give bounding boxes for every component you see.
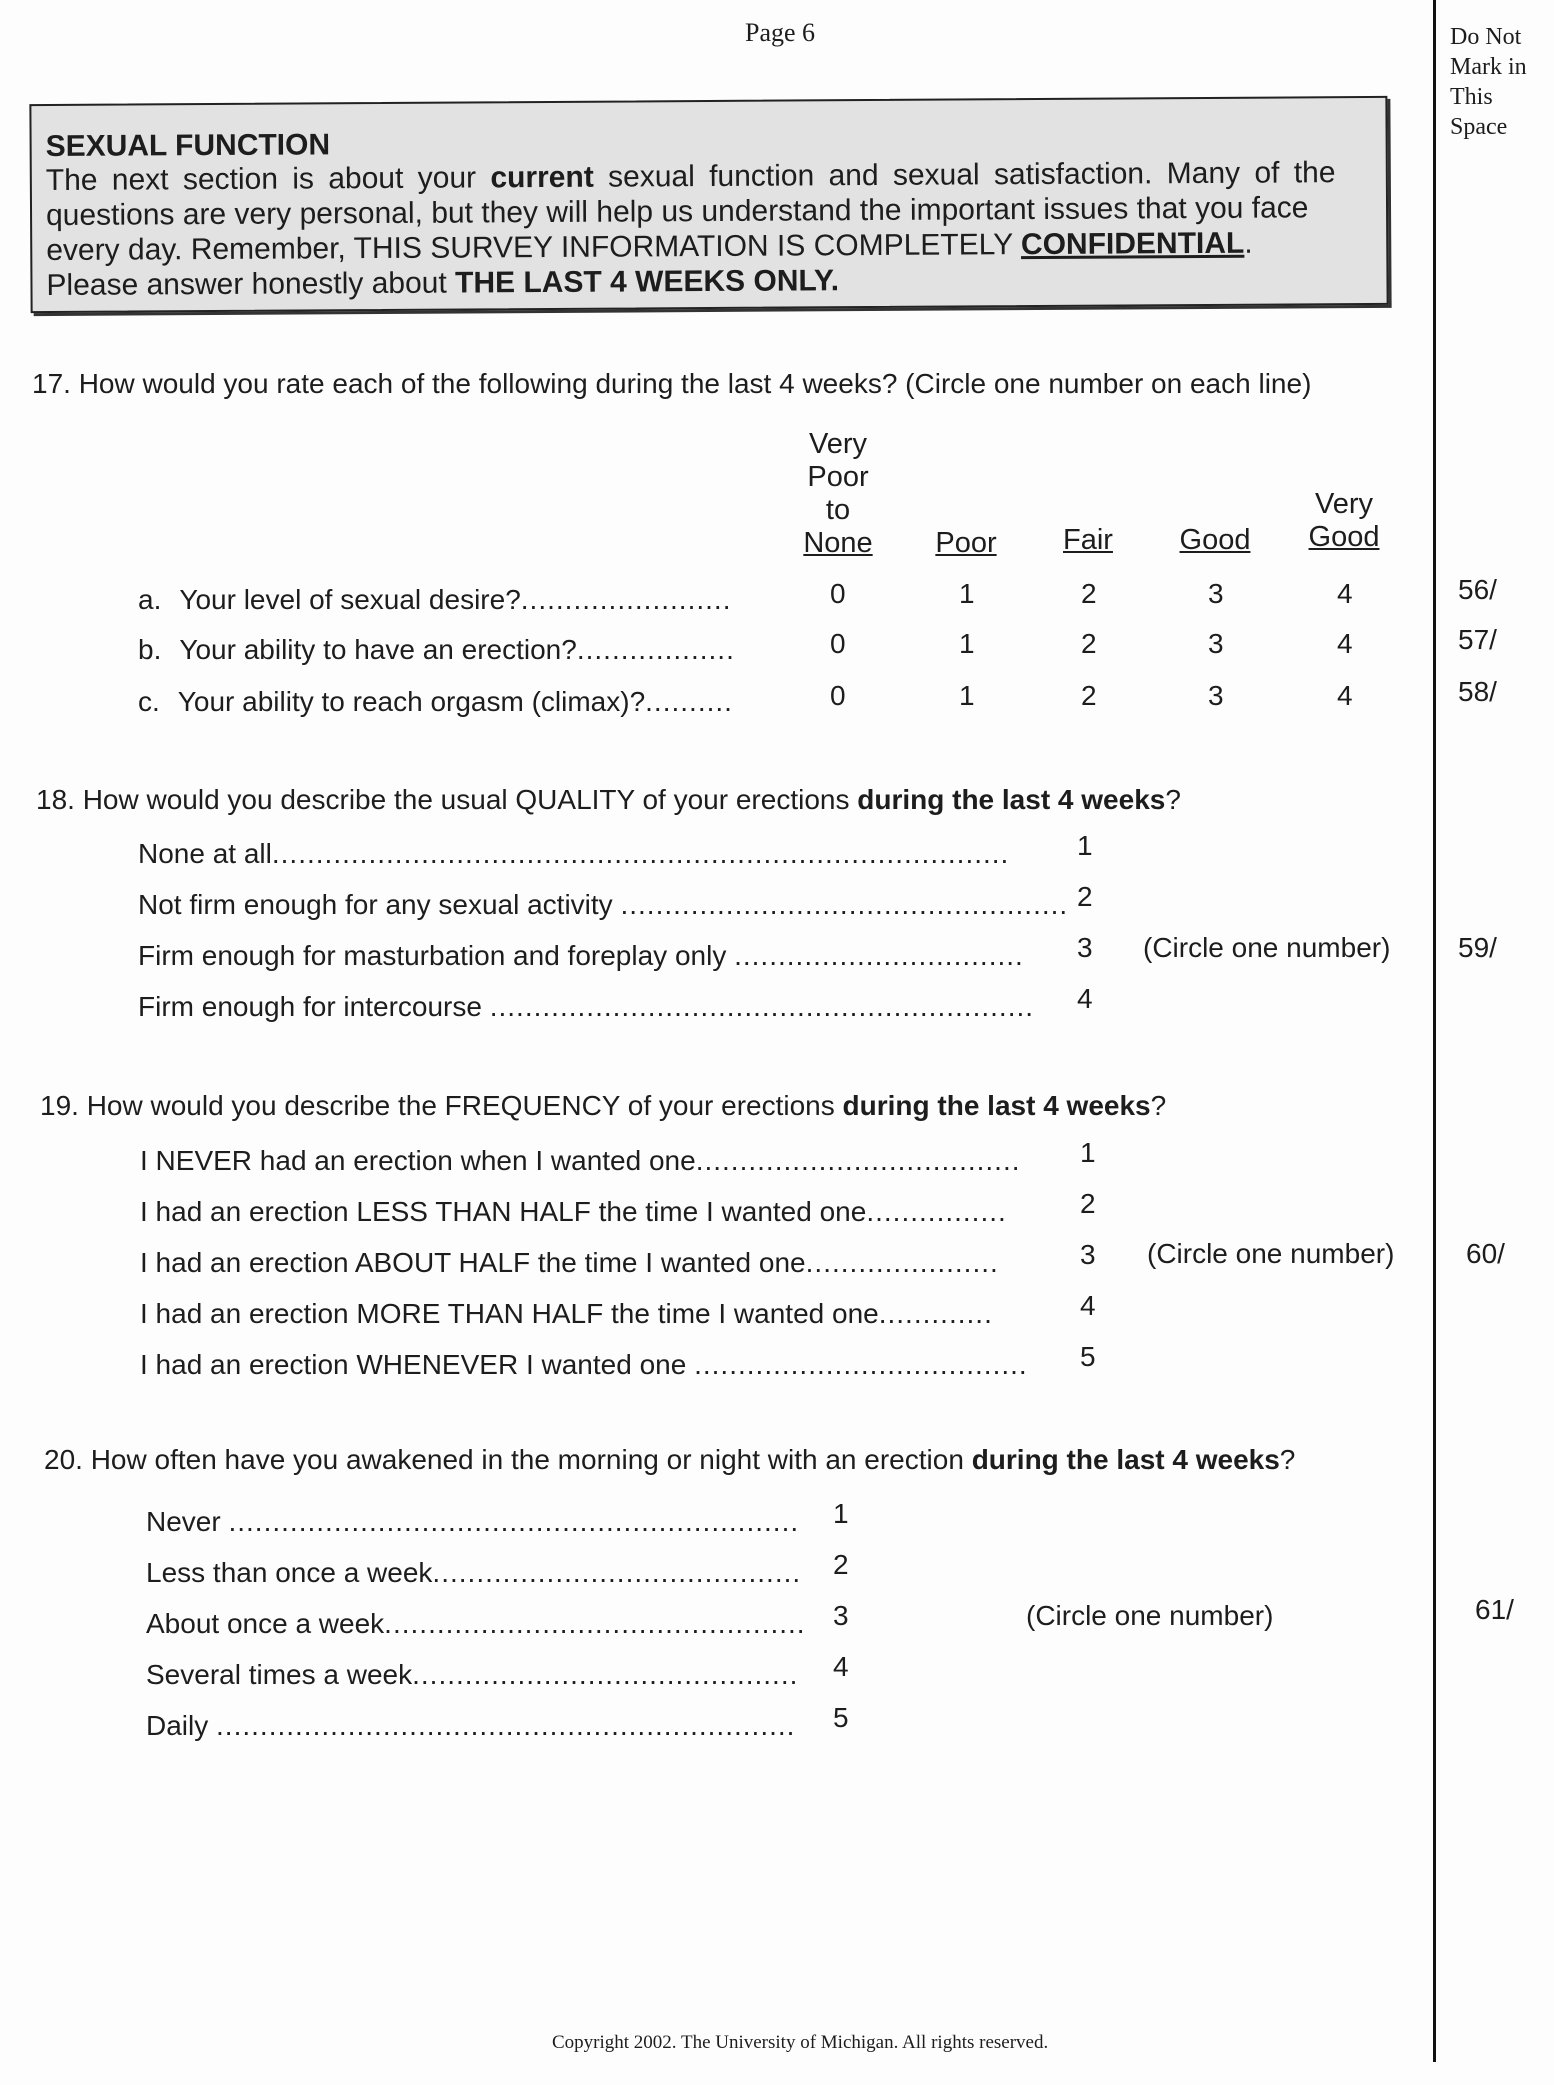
intro-text: Please answer honestly about xyxy=(46,266,456,303)
header-line: Very xyxy=(808,428,868,460)
rating-option[interactable]: 0 xyxy=(830,628,846,659)
option-number[interactable]: 3 xyxy=(1080,1239,1096,1270)
option-number[interactable]: 1 xyxy=(1080,1137,1096,1168)
intro-text: questions are very personal, but they will help us understand the important issues that you face xyxy=(45,191,1309,233)
leader-dots: .................................................................. xyxy=(216,1710,796,1741)
header-line: Very xyxy=(1314,488,1374,520)
q20-code: 61/ xyxy=(1475,1594,1514,1625)
rating-row-label xyxy=(138,584,731,616)
answer-option xyxy=(138,889,1068,921)
header-line: Poor xyxy=(807,461,869,493)
answer-option xyxy=(146,1659,798,1691)
row-letter: a. xyxy=(138,584,162,615)
rating-option[interactable]: 2 xyxy=(1081,628,1097,659)
q18-instruction: (Circle one number) xyxy=(1143,932,1391,963)
answer-option xyxy=(146,1506,799,1538)
leader-dots: ................ xyxy=(866,1196,1007,1227)
intro-emphasis: CONFIDENTIAL xyxy=(1020,226,1245,262)
rating-option[interactable]: 4 xyxy=(1337,680,1353,711)
row-text: Your ability to have an erection? xyxy=(179,634,577,665)
question-19 xyxy=(40,1090,1166,1122)
rating-option[interactable]: 4 xyxy=(1337,578,1353,609)
answer-option xyxy=(138,991,1034,1023)
row-code: 57/ xyxy=(1458,624,1497,655)
margin-divider xyxy=(1433,0,1436,2062)
question-20 xyxy=(44,1444,1295,1476)
option-number[interactable]: 5 xyxy=(1080,1341,1096,1372)
page-number: Page 6 xyxy=(745,18,816,47)
question-text: 18. How would you describe the usual QUALITY of your erections xyxy=(36,784,858,815)
margin-note-line: Space xyxy=(1450,114,1508,140)
answer-option xyxy=(146,1710,795,1742)
header-line: None xyxy=(803,527,873,559)
intro-emphasis: THE LAST 4 WEEKS ONLY. xyxy=(454,264,840,300)
option-label: About once a week xyxy=(146,1608,385,1639)
option-label: I had an erection WHENEVER I wanted one xyxy=(140,1349,695,1380)
header-line: to xyxy=(825,494,851,526)
rating-row-label xyxy=(138,634,735,666)
question-text: 19. How would you describe the FREQUENCY of your erections xyxy=(40,1090,843,1121)
leader-dots: .......................................... xyxy=(432,1557,802,1588)
option-number[interactable]: 2 xyxy=(1080,1188,1096,1219)
row-letter: b. xyxy=(138,634,162,665)
rating-option[interactable]: 0 xyxy=(830,578,846,609)
option-label: Firm enough for intercourse xyxy=(138,991,490,1022)
column-header-good: Good xyxy=(1179,524,1251,556)
row-text: Your level of sexual desire? xyxy=(179,584,521,615)
answer-option xyxy=(146,1608,806,1640)
option-label: Never xyxy=(146,1506,229,1537)
answer-option xyxy=(138,940,1024,972)
answer-option xyxy=(140,1349,1028,1381)
question-emphasis: during the last 4 weeks xyxy=(971,1444,1280,1475)
intro-text: sexual function and sexual satisfaction. Many of the xyxy=(593,156,1336,194)
option-label: Firm enough for masturbation and foreplay only xyxy=(138,940,735,971)
option-number[interactable]: 1 xyxy=(1077,830,1093,861)
rating-option[interactable]: 1 xyxy=(959,578,975,609)
option-label: Several times a week xyxy=(146,1659,413,1690)
answer-option xyxy=(146,1557,801,1589)
answer-option xyxy=(140,1196,1007,1228)
option-number[interactable]: 3 xyxy=(833,1600,849,1631)
leader-dots: .................. xyxy=(576,634,735,665)
option-label: Less than once a week xyxy=(146,1557,433,1588)
q18-code: 59/ xyxy=(1458,932,1497,963)
q19-instruction: (Circle one number) xyxy=(1147,1238,1395,1269)
intro-emphasis: current xyxy=(490,160,594,195)
question-18 xyxy=(36,784,1181,816)
row-letter: c. xyxy=(138,686,160,717)
leader-dots: ...................................... xyxy=(694,1349,1028,1380)
rating-option[interactable]: 3 xyxy=(1208,578,1224,609)
leader-dots: .................................................................................... xyxy=(271,838,1010,869)
option-number[interactable]: 2 xyxy=(1077,881,1093,912)
rating-option[interactable]: 2 xyxy=(1081,680,1097,711)
rating-option[interactable]: 3 xyxy=(1208,628,1224,659)
section-title: SEXUAL FUNCTION xyxy=(45,128,331,164)
option-number[interactable]: 3 xyxy=(1077,932,1093,963)
rating-option[interactable]: 4 xyxy=(1337,628,1353,659)
intro-line xyxy=(46,227,1253,268)
question-emphasis: during the last 4 weeks xyxy=(857,784,1166,815)
question-text: ? xyxy=(1165,784,1181,815)
option-number[interactable]: 5 xyxy=(833,1702,849,1733)
leader-dots: ................................. xyxy=(734,940,1024,971)
margin-note-line: Mark in xyxy=(1450,54,1527,80)
q20-instruction: (Circle one number) xyxy=(1026,1600,1274,1631)
option-number[interactable]: 4 xyxy=(1080,1290,1096,1321)
row-text: Your ability to reach orgasm (climax)? xyxy=(177,686,646,717)
rating-option[interactable]: 1 xyxy=(959,628,975,659)
question-17: 17. How would you rate each of the following during the last 4 weeks? (Circle one number on each line) xyxy=(32,368,1312,399)
margin-note-line: This xyxy=(1450,84,1493,110)
rating-option[interactable]: 2 xyxy=(1081,578,1097,609)
rating-option[interactable]: 0 xyxy=(830,680,846,711)
option-number[interactable]: 2 xyxy=(833,1549,849,1580)
column-header-very-poor-to-none xyxy=(783,428,893,560)
leader-dots: ................................................................. xyxy=(228,1506,800,1537)
option-number[interactable]: 4 xyxy=(833,1651,849,1682)
leader-dots: .............................................................. xyxy=(489,991,1035,1022)
answer-option xyxy=(140,1298,993,1330)
leader-dots: ...................... xyxy=(805,1247,999,1278)
leader-dots: ............. xyxy=(878,1298,993,1329)
question-text: ? xyxy=(1279,1444,1296,1475)
option-label: I had an erection ABOUT HALF the time I wanted one xyxy=(140,1247,806,1278)
option-label: Daily xyxy=(146,1710,217,1741)
rating-row-label xyxy=(138,686,733,718)
q19-code: 60/ xyxy=(1466,1238,1505,1269)
column-header-poor: Poor xyxy=(935,527,997,559)
question-text: ? xyxy=(1150,1090,1167,1121)
do-not-mark-note xyxy=(1450,22,1527,142)
row-code: 58/ xyxy=(1458,676,1497,707)
leader-dots: .......... xyxy=(645,686,733,717)
rating-option[interactable]: 3 xyxy=(1208,680,1224,711)
section-intro-box xyxy=(29,96,1388,313)
leader-dots: ................................................... xyxy=(620,889,1069,920)
intro-text: every day. Remember, THIS SURVEY INFORMATION IS COMPLETELY xyxy=(46,228,1022,268)
leader-dots: ................................................ xyxy=(384,1608,806,1639)
leader-dots: ............................................ xyxy=(412,1659,799,1690)
option-number[interactable]: 1 xyxy=(833,1498,849,1529)
question-emphasis: during the last 4 weeks xyxy=(842,1090,1151,1121)
option-number[interactable]: 4 xyxy=(1077,983,1093,1014)
column-header-fair: Fair xyxy=(1063,524,1113,556)
rating-option[interactable]: 1 xyxy=(959,680,975,711)
intro-text: . xyxy=(1244,226,1253,260)
option-label: None at all xyxy=(138,838,272,869)
answer-option xyxy=(138,838,1009,870)
header-line: Good xyxy=(1308,521,1380,553)
intro-text: The next section is about your xyxy=(45,161,491,198)
answer-option xyxy=(140,1247,999,1279)
column-header-very-good xyxy=(1289,488,1399,554)
option-label: I had an erection MORE THAN HALF the time I wanted one xyxy=(140,1298,879,1329)
question-text: 20. How often have you awakened in the morning or night with an erection xyxy=(44,1444,972,1475)
leader-dots: ........................ xyxy=(520,584,732,615)
option-label: Not firm enough for any sexual activity xyxy=(138,889,621,920)
option-label: I had an erection LESS THAN HALF the time I wanted one xyxy=(140,1196,867,1227)
option-label: I NEVER had an erection when I wanted one xyxy=(140,1145,696,1176)
intro-line xyxy=(46,264,839,303)
copyright-notice: Copyright 2002. The University of Michigan. All rights reserved. xyxy=(552,2032,1049,2053)
margin-note-line: Do Not xyxy=(1450,24,1522,50)
row-code: 56/ xyxy=(1458,574,1497,605)
answer-option xyxy=(140,1145,1021,1177)
leader-dots: ..................................... xyxy=(695,1145,1021,1176)
